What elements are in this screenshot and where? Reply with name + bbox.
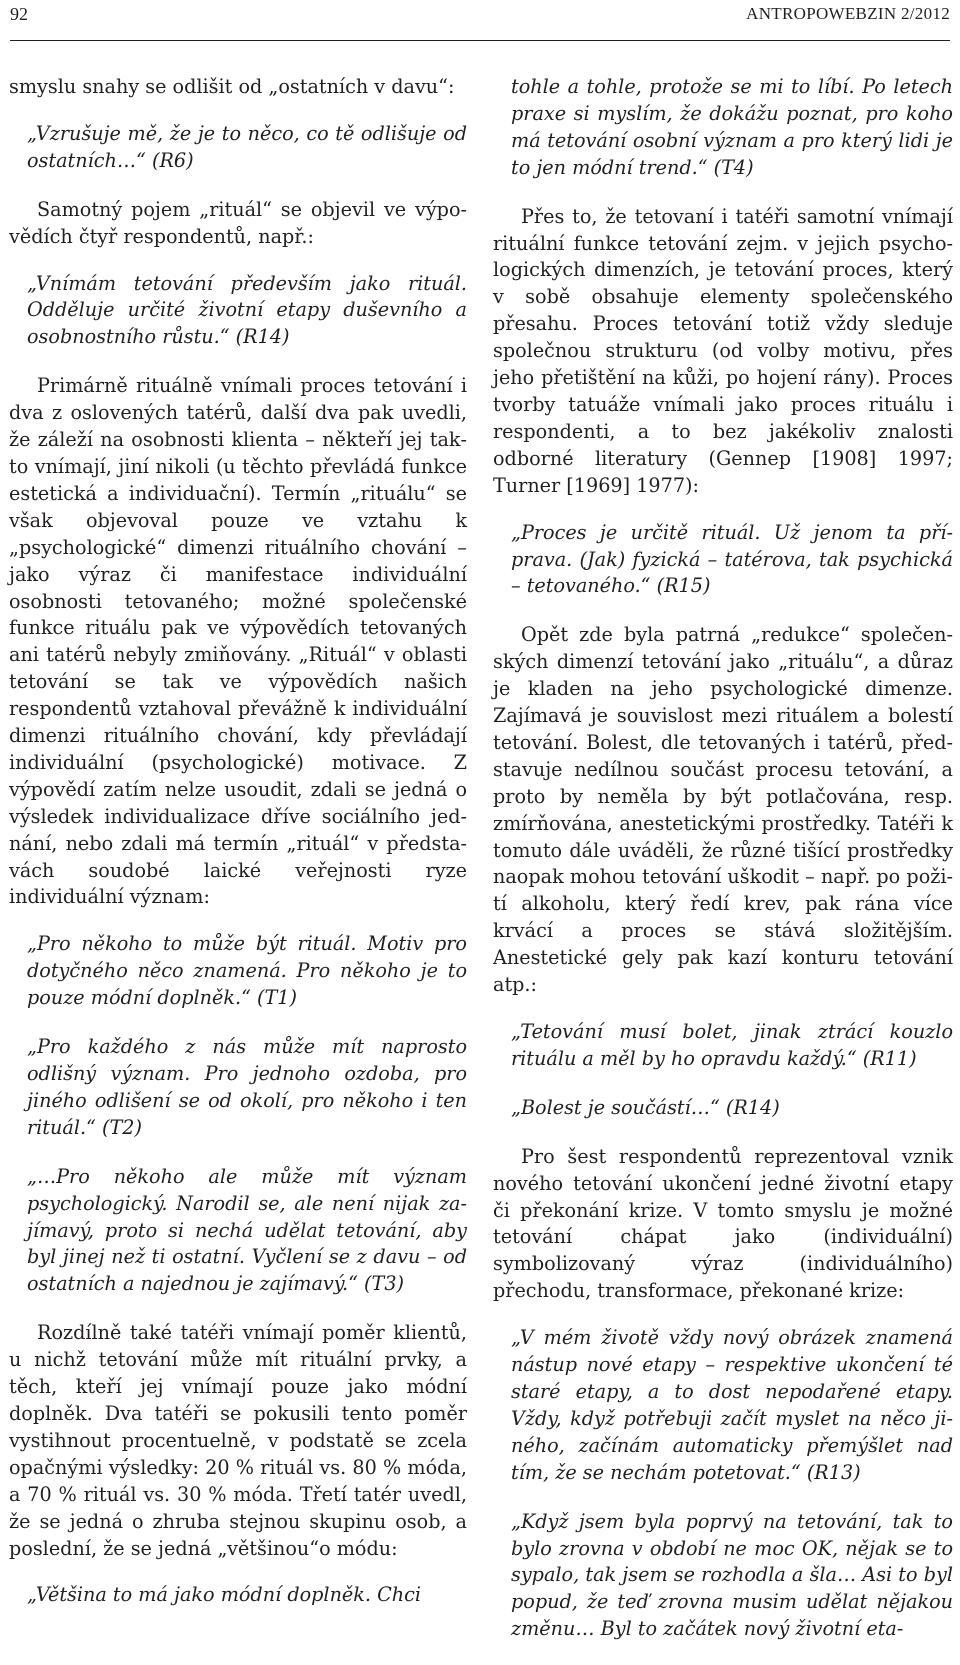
quote: „Tetování musí bolet, jinak ztrácí kouzlo rituálu a měl by ho opravdu každý.“ (R11) [511, 1020, 953, 1070]
paragraph: Opět zde byla patrná „redukce“ společenských dimenzí tetování jako „rituálu“, a důraz je kladen na jeho psychologické dimenze. Zajímavá je souvislost mezi rituálem a bolestí tetování. Bolest, dle tetovaných i tatérů, představuje nedílnou součást procesu tetování, a proto by neměla by být potlačována, resp. zmírňována, anestetickými prostředky. Tatéři k tomuto dále uváděli, že různé tišící prostředky naopak mohou tetování uškodit – např. po požití alkoholu, který ředí krev, pak rána více krvácí a proces se stává složitějším. Anestetické gely pak kazí konturu tetování atp.: [493, 623, 953, 997]
quote: „Vnímám tetování především jako rituál. Odděluje určité životní etapy duševního a osobnostního růstu.“ (R14) [27, 271, 467, 349]
paragraph: Samotný pojem „rituál“ se objevil ve výpovědích čtyř respondentů, např.: [9, 197, 467, 248]
left-column [9, 74, 467, 1631]
quote: „Bolest je součástí…“ (R14) [511, 1095, 780, 1119]
journal-title: ANTROPOWEBZIN 2/2012 [746, 4, 950, 23]
quote: tohle a tohle, protože se mi to líbí. Po letech praxe si myslím, že dokážu poznat, pro koho má tetování osobní význam a pro který lidi je to jen módní trend.“ (T4) [511, 75, 953, 179]
quote: „…Pro někoho ale může mít význam psychologický. Narodil se, ale není nijak zajímavý, proto si nechá udělat tetování, aby byl jinej než ti ostatní. Vyčlení se z davu – od ostatních a najednou je zajímavý.“ (T3) [27, 1164, 467, 1296]
quote: „Vzrušuje mě, že je to něco, co tě odlišuje od ostatních…“ (R6) [27, 121, 467, 172]
paragraph: Primárně rituálně vnímali proces tetování i dva z oslovených tatérů, další dva pak uvedli, že záleží na osobnosti klienta – někteří jej takto vnímají, jiní nikoli (u těchto převládá funkce estetická a individuační). Termín „rituálu“ se však objevoval pouze ve vztahu k „psychologické“ dimenzi rituálního chování – jako výraz či manifestace individuální osobnosti tetovaného; možné společenské funkce rituálu pak ve výpovědích tetovaných ani tatérů nebyly zmiňovány. „Rituál“ v oblasti tetování se tak ve výpovědích našich respondentů vztahoval převážně k individuální dimenzi rituálního chování, kdy převládají individuální (psychologické) motivace. Z výpovědí zatím nelze usoudit, zdali se jedná o výsledek individualizace dříve sociálního jednání, nebo zdali má termín „rituál“ v představách soudobé laické veřejnosti ryze individuální význam: [9, 374, 467, 909]
quote: „V mém životě vždy nový obrázek znamená nástup nové etapy – respektive ukončení té staré etapy, a to dost nepodařené etapy. Vždy, když potřebuji začít myslet na něco jiného, začínám automaticky přemýšlet nad tím, že se nechám potetovat.“ (R13) [511, 1326, 953, 1484]
page-header [10, 0, 950, 41]
quote: „Pro každého z nás může mít naprosto odlišný význam. Pro jednoho ozdoba, pro jiného odlišení se od okolí, pro někoho i ten rituál.“ (T2) [27, 1035, 467, 1139]
quote: „Většina to má jako módní doplněk. Chci [27, 1583, 422, 1607]
right-column [493, 74, 953, 1665]
quote: „Když jsem byla poprvý na tetování, tak to bylo zrovna v období ne moc OK, nějak se to sypalo, tak jsem se rozhodla a šla… Asi to byl popud, že teď zrovna musim udělat nějakou změnu… Byl to začátek nový životní eta- [511, 1509, 953, 1641]
paragraph: Rozdílně také tatéři vnímají poměr klientů, u nichž tetování může mít rituální prvky, a těch, kteří jej vnímají pouze jako módní doplněk. Dva tatéři se pokusili tento poměr vystihnout procentuelně, v podstatě se zcela opačnými výsledky: 20 % rituál vs. 80 % móda, a 70 % rituál vs. 30 % móda. Třetí tatér uvedl, že se jedná o zhruba stejnou skupinu osob, a poslední, že se jedná „většinou“o módu: [9, 1321, 467, 1560]
quote: „Proces je určitě rituál. Už jenom ta příprava. (Jak) fyzická – tatérova, tak psychická – tetovaného.“ (R15) [511, 520, 953, 598]
page-number: 92 [10, 4, 28, 24]
paragraph: Přes to, že tetovaní i tatéři samotní vnímají rituální funkce tetování zejm. v jejich psychologických dimenzích, je tetování proces, který v sobě obsahuje elementy společenského přesahu. Proces tetování totiž vždy sleduje společnou strukturu (od volby motivu, přes jeho přetištění na kůži, po hojení rány). Proces tvorby tatuáže vnímali jako proces rituálu i respondenti, a to bez jakékoliv znalosti odborné literatury (Gennep [1908] 1997; Turner [1969] 1977): [493, 204, 953, 497]
paragraph: Pro šest respondentů reprezentoval vznik nového tetování ukončení jedné životní etapy či překonání krize. V tomto smyslu je možné tetování chápat jako (individuální) symbolizovaný výraz (individuálního) přechodu, transformace, překonané krize: [493, 1144, 953, 1303]
quote: „Pro někoho to může být rituál. Motiv pro dotyčného něco znamená. Pro někoho je to pouze módní doplněk.“ (T1) [27, 932, 467, 1010]
paragraph: smyslu snahy se odlišit od „ostatních v davu“: [9, 75, 455, 98]
